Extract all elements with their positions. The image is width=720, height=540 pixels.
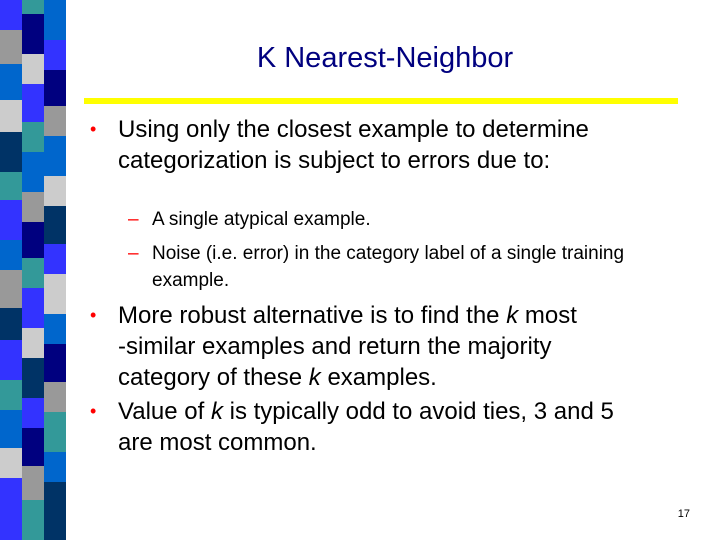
- strip-block: [22, 222, 44, 258]
- bullet-item: [90, 114, 688, 176]
- strip-block: [22, 84, 44, 122]
- bullet-text-segment: category of these: [118, 364, 309, 391]
- strip-block: [0, 380, 22, 410]
- strip-block: [22, 500, 44, 540]
- sub-bullet-text: A single atypical example.: [152, 209, 371, 230]
- strip-block: [0, 0, 22, 30]
- strip-block: [0, 240, 22, 270]
- bullet-marker: •: [90, 119, 97, 139]
- bullet-marker: •: [90, 401, 97, 421]
- strip-block: [22, 398, 44, 428]
- strip-block: [22, 54, 44, 84]
- page-number: 17: [677, 508, 690, 520]
- bullet-text: Using only the closest example to determine categorization is subject to errors due to:: [118, 116, 589, 174]
- italic-k: k: [506, 302, 519, 329]
- strip-block: [22, 152, 44, 192]
- title-underline: [84, 98, 678, 104]
- sub-bullet-item: [128, 206, 692, 233]
- strip-block: [0, 478, 22, 540]
- strip-block: [44, 106, 66, 136]
- strip-block: [22, 358, 44, 398]
- strip-block: [0, 200, 22, 240]
- strip-block: [44, 0, 66, 40]
- strip-block: [44, 206, 66, 244]
- strip-block: [44, 452, 66, 482]
- sub-bullet-text: Noise (i.e. error) in the category label of a single training example.: [152, 243, 625, 291]
- strip-block: [44, 136, 66, 176]
- strip-block: [44, 244, 66, 274]
- strip-block: [22, 0, 44, 14]
- strip-block: [22, 428, 44, 466]
- bullet-text-segment: is typically odd to avoid ties, 3 and 5 are most common.: [118, 398, 614, 456]
- strip-block: [0, 308, 22, 340]
- strip-block: [22, 288, 44, 328]
- strip-block: [44, 176, 66, 206]
- strip-block: [44, 40, 66, 70]
- strip-block: [44, 344, 66, 382]
- sub-bullet-marker: –: [128, 243, 139, 264]
- strip-block: [0, 132, 22, 172]
- decorative-strip: [0, 0, 66, 540]
- strip-block: [0, 64, 22, 100]
- slide-title: K Nearest-Neighbor: [256, 42, 514, 74]
- strip-block: [0, 340, 22, 380]
- bullet-line: [118, 302, 577, 329]
- strip-block: [44, 412, 66, 452]
- strip-block: [0, 448, 22, 478]
- italic-k: k: [210, 398, 223, 425]
- sub-bullet-marker: –: [128, 209, 139, 230]
- bullet-line: -similar examples and return the majority: [118, 333, 552, 360]
- strip-block: [0, 410, 22, 448]
- strip-block: [22, 258, 44, 288]
- bullet-text-segment: most: [518, 302, 577, 329]
- bullet-item: [90, 396, 648, 458]
- bullet-text-segment: examples.: [320, 364, 437, 391]
- sub-bullet-item: [128, 240, 668, 294]
- strip-block: [22, 328, 44, 358]
- strip-block: [22, 192, 44, 222]
- strip-block: [0, 270, 22, 308]
- strip-block: [22, 466, 44, 500]
- strip-block: [22, 122, 44, 152]
- strip-block: [22, 14, 44, 54]
- bullet-text-segment: Value of: [118, 398, 211, 425]
- strip-block: [44, 314, 66, 344]
- strip-block: [44, 70, 66, 106]
- italic-k: k: [308, 364, 321, 391]
- strip-block: [44, 482, 66, 540]
- strip-block: [0, 172, 22, 200]
- strip-block: [44, 274, 66, 314]
- bullet-item: [90, 300, 688, 393]
- bullet-marker: •: [90, 305, 97, 325]
- strip-block: [44, 382, 66, 412]
- strip-block: [0, 100, 22, 132]
- bullet-line: [118, 364, 437, 391]
- bullet-text-segment: More robust alternative is to find the: [118, 302, 507, 329]
- strip-block: [0, 30, 22, 64]
